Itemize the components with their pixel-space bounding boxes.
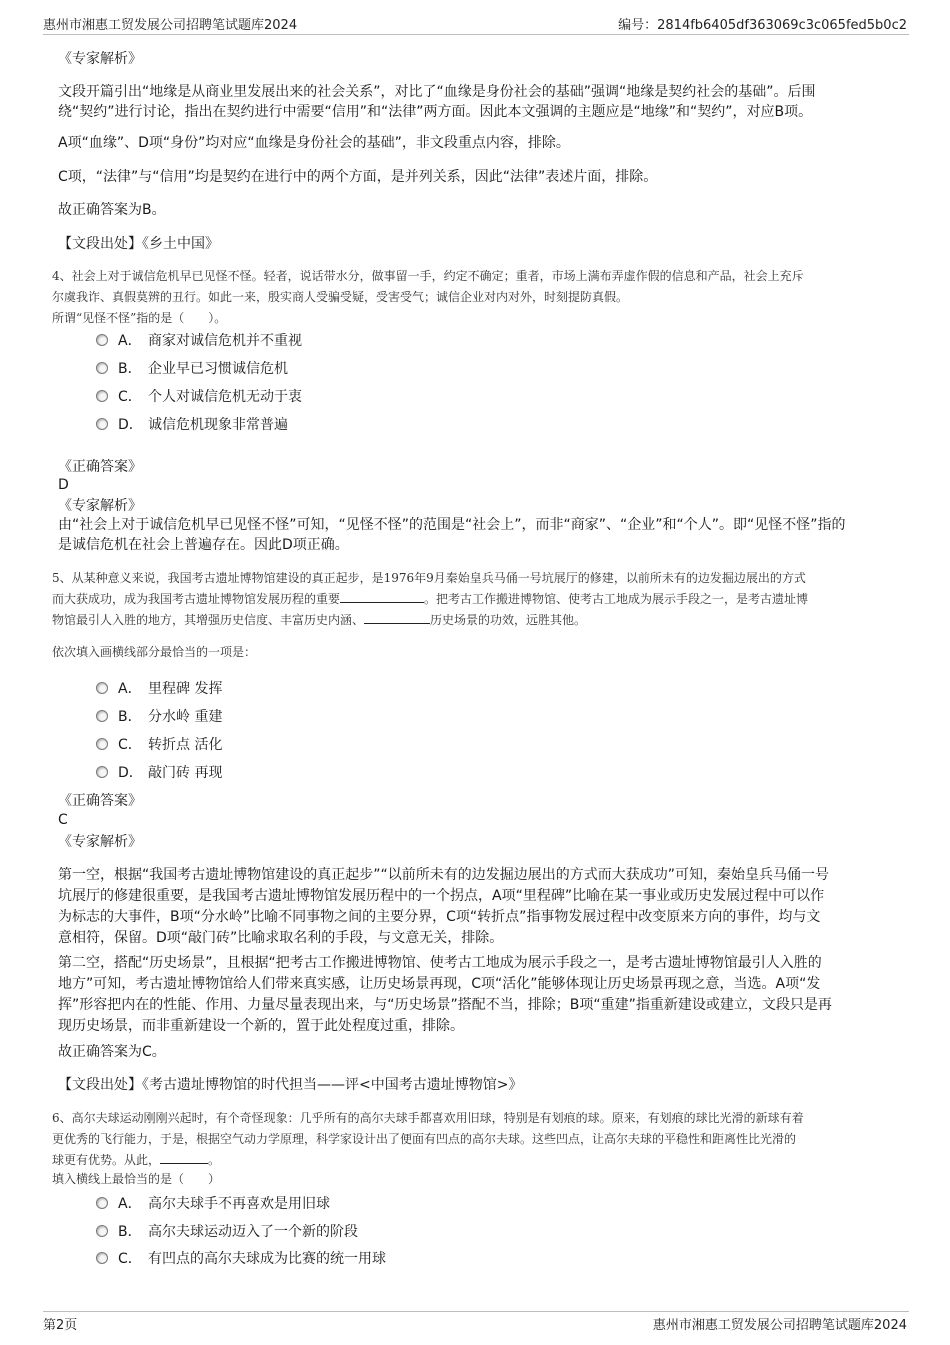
option-letter: A． (118, 333, 142, 349)
analysis-line: 是诚信危机在社会上普遍存在。因此D项正确。 (58, 537, 349, 553)
option-text: 高尔夫球运动迈入了一个新的阶段 (148, 1224, 358, 1240)
radio-button-icon[interactable] (96, 362, 108, 374)
analysis-line: 地方”可知，考古遗址博物馆给人们带来真实感，让历史场景再现，C项“活化”能够体现让历史场景再现之意，当选。A项“发 (58, 976, 821, 992)
header-title: 惠州市湘惠工贸发展公司招聘笔试题库2024 (43, 18, 298, 33)
option-a[interactable] (96, 677, 222, 699)
stem-line: 而大获成功，成为我国考古遗址博物馆发展历程的重要 。把考古工作搬进博物馆、使考古工地成为展示手段之一，是考古遗址博 (52, 592, 809, 606)
radio-button-icon[interactable] (96, 766, 108, 778)
correct-answer-label: 《正确答案》 (58, 793, 142, 809)
stem-line: 所谓“见怪不怪”指的是（ ）。 (52, 311, 227, 325)
expert-analysis-label: 《专家解析》 (58, 498, 142, 514)
option-b[interactable] (96, 357, 288, 379)
radio-button-icon[interactable] (96, 738, 108, 750)
option-c[interactable] (96, 385, 302, 407)
option-b[interactable] (96, 705, 222, 727)
passage-source: 【文段出处】《考古遗址博物馆的时代担当——评<中国考古遗址博物馆>》 (58, 1077, 523, 1093)
stem-line: 5、从某种意义来说，我国考古遗址博物馆建设的真正起步，是1976年9月秦始皇兵马俑一号坑展厅的修建，以前所未有的边发掘边展出的方式 (52, 571, 806, 585)
option-letter: A． (118, 681, 142, 697)
stem-line: 6、高尔夫球运动刚刚兴起时，有个奇怪现象：几乎所有的高尔夫球手都喜欢用旧球，特别是有划痕的球。原来，有划痕的球比光滑的新球有着 (52, 1111, 804, 1125)
passage-source: 【文段出处】《乡土中国》 (58, 236, 219, 252)
expert-analysis-label: 《专家解析》 (58, 834, 142, 850)
stem-line: 球更有优势。从此， 。 (52, 1153, 221, 1167)
analysis-line: 为标志的大事件，B项“分水岭”比喻不同事物之间的主要分界，C项“转折点”指事物发展过程中改变原来方向的事件，均与文 (58, 909, 821, 925)
option-c[interactable] (96, 733, 222, 755)
radio-button-icon[interactable] (96, 682, 108, 694)
analysis-line: 挥”形容把内在的性能、作用、力量尽量表现出来，与“历史场景”搭配不当，排除；B项“重建”指重新建设或建立，文段只是再 (58, 997, 832, 1013)
analysis-paragraph (58, 865, 896, 949)
option-text: 里程碑 发挥 (148, 681, 223, 697)
question-prompt: 依次填入画横线部分最恰当的一项是： (52, 645, 257, 659)
option-letter: D． (118, 417, 143, 433)
document-id: 编号：2814fb6405df363069c3c065fed5b0c2 (618, 18, 907, 33)
option-a[interactable] (96, 1192, 330, 1214)
option-text: 诚信危机现象非常普遍 (148, 417, 288, 433)
correct-answer-label: 《正确答案》 (58, 459, 142, 475)
option-text: 企业早已习惯诚信危机 (148, 361, 288, 377)
option-letter: C． (118, 1251, 142, 1267)
option-text: 分水岭 重建 (148, 709, 223, 725)
answer-blank[interactable] (160, 1152, 208, 1164)
option-text: 个人对诚信危机无动于衷 (148, 389, 302, 405)
radio-button-icon[interactable] (96, 334, 108, 346)
option-text: 高尔夫球手不再喜欢是用旧球 (148, 1196, 330, 1212)
analysis-line: 坑展厅的修建很重要，是我国考古遗址博物馆发展历程中的一个拐点，A项“里程碑”比喻在某一事业或历史发展过程中可以作 (58, 888, 825, 904)
question-stem (52, 568, 900, 631)
option-letter: B． (118, 1224, 142, 1240)
conclusion: 故正确答案为C。 (58, 1044, 166, 1060)
analysis-line: 文段开篇引出“地缘是从商业里发展出来的社会关系”，对比了“血缘是身份社会的基础”强调“地缘是契约社会的基础”。后围 (58, 84, 816, 100)
radio-button-icon[interactable] (96, 390, 108, 402)
analysis-line: 现历史场景，而非重新建设一个新的，置于此处程度过重，排除。 (58, 1018, 464, 1034)
analysis-line: 意相符，保留。D项“敲门砖”比喻求取名利的手段，与文意无关，排除。 (58, 930, 504, 946)
option-letter: C． (118, 737, 142, 753)
option-text: 转折点 活化 (148, 737, 223, 753)
question-prompt: 填入横线上最恰当的是（ ） (52, 1172, 221, 1186)
option-d[interactable] (96, 413, 288, 435)
option-letter: D． (118, 765, 143, 781)
radio-button-icon[interactable] (96, 418, 108, 430)
radio-button-icon[interactable] (96, 1225, 108, 1237)
radio-button-icon[interactable] (96, 1197, 108, 1209)
analysis-paragraph (58, 82, 896, 122)
stem-line: 尔虞我诈、真假莫辨的丑行。如此一来，殷实商人受骗受疑，受害受气；诚信企业对内对外，时刻提防真假。 (52, 290, 629, 304)
option-text: 有凹点的高尔夫球成为比赛的统一用球 (148, 1251, 386, 1267)
header-divider (43, 34, 909, 35)
correct-answer: D (58, 477, 69, 493)
option-letter: A． (118, 1196, 142, 1212)
analysis-line: 第一空，根据“我国考古遗址博物馆建设的真正起步”“以前所未有的边发掘边展出的方式而大获成功”可知，秦始皇兵马俑一号 (58, 867, 830, 883)
stem-line: 4、社会上对于诚信危机早已见怪不怪。轻者，说话带水分，做事留一手，约定不确定；重者，市场上满布弄虚作假的信息和产品，社会上充斥 (52, 269, 804, 283)
analysis-paragraph (58, 515, 896, 555)
question-stem (52, 266, 900, 329)
analysis-line: 第二空，搭配“历史场景”，且根据“把考古工作搬进博物馆、使考古工地成为展示手段之一，是考古遗址博物馆最引人入胜的 (58, 955, 822, 971)
footer-title: 惠州市湘惠工贸发展公司招聘笔试题库2024 (652, 1318, 907, 1333)
analysis-paragraph (58, 953, 896, 1037)
option-text: 商家对诚信危机并不重视 (148, 333, 302, 349)
page-number: 第2页 (43, 1318, 78, 1333)
footer-divider (43, 1311, 909, 1312)
stem-line: 更优秀的飞行能力，于是，根据空气动力学原理，科学家设计出了便面有凹点的高尔夫球。这些凹点，让高尔夫球的平稳性和距离性比光滑的 (52, 1132, 797, 1146)
radio-button-icon[interactable] (96, 710, 108, 722)
option-letter: C． (118, 389, 142, 405)
stem-line: 物馆最引人入胜的地方，其增强历史信度、丰富历史内涵、 历史场景的功效，远胜其他。 (52, 613, 587, 627)
expert-analysis-label: 《专家解析》 (58, 51, 142, 67)
analysis-paragraph: A项“血缘”、D项“身份”均对应“血缘是身份社会的基础”，非文段重点内容，排除。 (58, 135, 570, 151)
option-b[interactable] (96, 1220, 358, 1242)
analysis-line: 绕“契约”进行讨论，指出在契约进行中需要“信用”和“法律”两方面。因此本文强调的主题应是“地缘”和“契约”，对应B项。 (58, 104, 813, 120)
correct-answer: C (58, 812, 68, 828)
question-stem (52, 1108, 900, 1171)
option-text: 敲门砖 再现 (148, 765, 223, 781)
option-a[interactable] (96, 329, 302, 351)
answer-blank[interactable] (364, 612, 430, 624)
radio-button-icon[interactable] (96, 1252, 108, 1264)
conclusion: 故正确答案为B。 (58, 202, 166, 218)
analysis-paragraph: C项，“法律”与“信用”均是契约在进行中的两个方面，是并列关系，因此“法律”表述片面，排除。 (58, 169, 658, 185)
answer-blank[interactable] (340, 591, 424, 603)
option-letter: B． (118, 361, 142, 377)
option-d[interactable] (96, 761, 222, 783)
option-letter: B． (118, 709, 142, 725)
option-c[interactable] (96, 1247, 386, 1269)
analysis-line: 由“社会上对于诚信危机早已见怪不怪”可知，“见怪不怪”的范围是“社会上”，而非“商家”、“企业”和“个人”。即“见怪不怪”指的 (58, 517, 846, 533)
